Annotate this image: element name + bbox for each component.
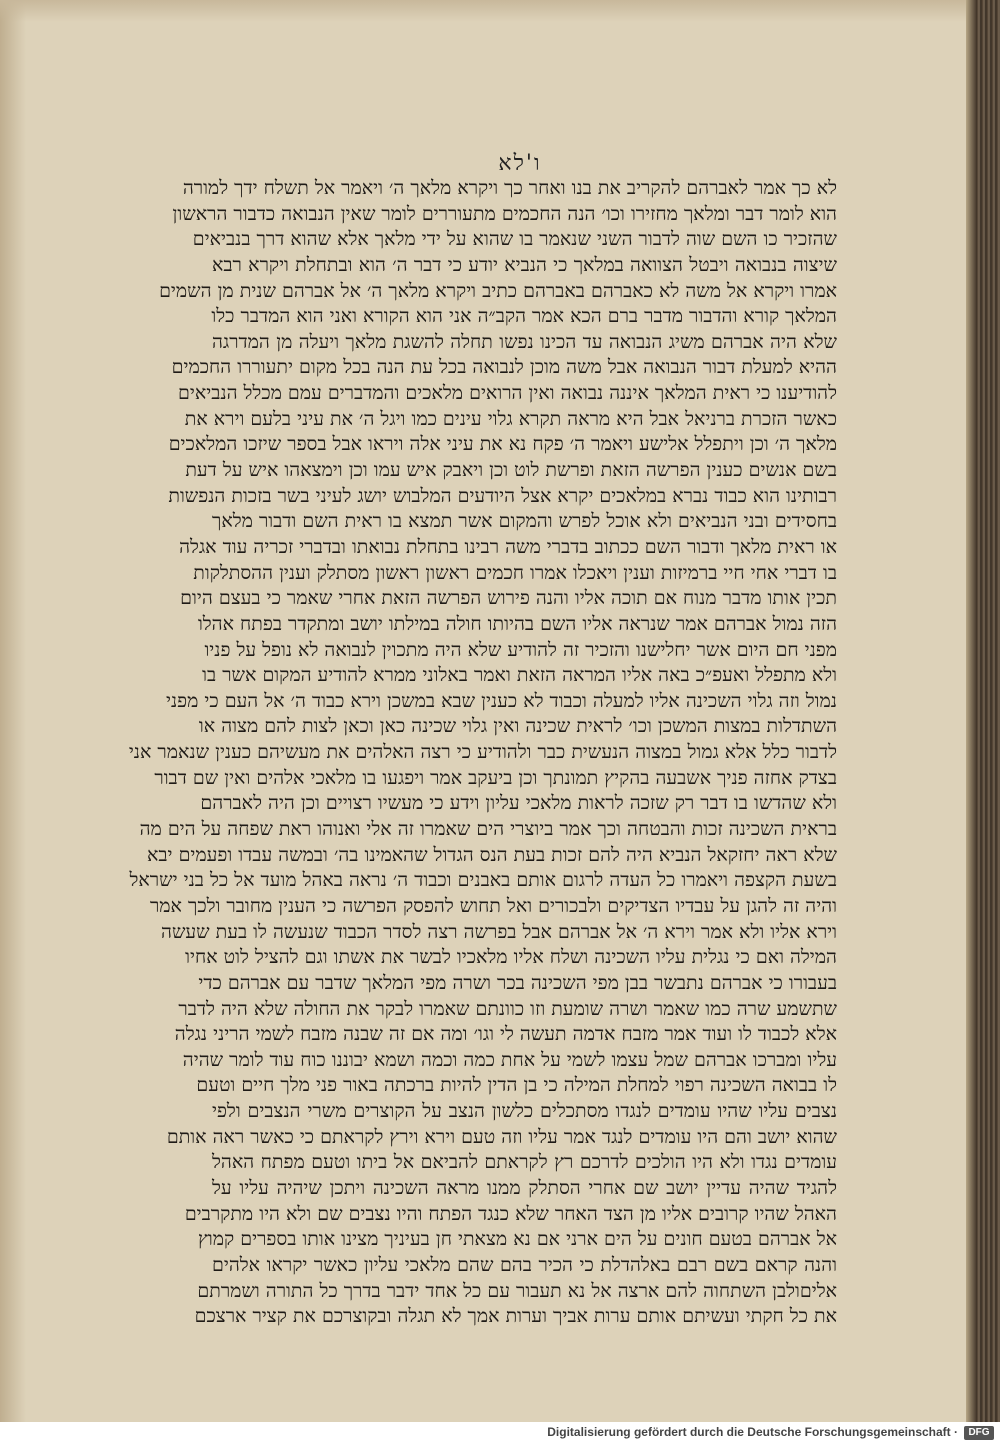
text-line: השתדלות במצות המשכן וכו׳ לראית שכינה ואין גלוי שכינה כאן וכאן לצות להם מצוה או	[198, 715, 837, 738]
text-line: ולא מתפלל ואעפ״כ באה אליו המראה הזאת ואמר באלוני ממרא להודיע המקום אשר בו	[202, 664, 837, 687]
folio-number: ו'לא	[498, 151, 542, 176]
text-line: רבותינו הוא כבוד נברא במלאכים יקרא אצל היודעים המלבוש יושג לעיני בשר בזכות הנפשות	[168, 484, 837, 507]
text-line: ההיא למעלת דבור הנבואה אבל משה מוכן לנבואה בכל עת הנה בכל מקום יתעוררו החכמים	[171, 356, 837, 379]
text-line: המילה ואם כי נגלית עליו השכינה ושלח אליו מלאכיו לבשר את אשתו וגם להציל לוט אחיו	[185, 946, 837, 969]
text-line: בראית השכינה זכות והבטחה וכך אמר ביוצרי הים שאמרו זה אלי ואנוהו ראת שפחה על הים מה	[139, 818, 837, 841]
text-line: עליו ומברכו אברהם שמל עצמו לשמי על אחת כמה וכמה ושמא יבוננו כוח עוד לומר שהיה	[182, 1048, 837, 1071]
text-line: אל אברהם בטעם חונים על הים ארני אם נא מצאתי חן בעיניך מצינו אותו בספרים קמוץ	[198, 1228, 837, 1251]
text-line: בו דברי אחי חיי ברמיזות וענין ויאכלו אמרו חכמים ראשון ראשון מסתלק וענין ההסתלקות	[193, 561, 837, 584]
text-line: אלא לכבוד לו ועוד אמר מזבח אדמה תעשה לי וגו׳ ומה אם זה שבנה מזבח לשמי הריני נגלה	[174, 1023, 837, 1046]
text-line: האהל שהיו קרובים אליו מן הצד האחר שלא כנגד הפתח והיו נצבים שם ולא היו מתקרבים	[184, 1202, 837, 1225]
book-page-edges	[966, 0, 1000, 1422]
text-line: שתשמע שרה כמו שאמר ושרה שומעת וזו כוונתם שאמרו לבקר את החולה שלא היה לדבר	[178, 997, 837, 1020]
text-line: או ראית מלאך ודבור השם ככתוב בדברי משה רבינו בתחלת נבואתו ובדברי זכריה עוד אגלה	[179, 535, 837, 558]
text-line: שיצוה בנבואה ויבטל הצוואה במלאך כי הנביא יודע כי דבר ה׳ הוא ובתחלת ויקרא רבא	[212, 253, 837, 276]
text-line: את כל חקתי ועשיתם אותם ערות אביך וערות אמך לא תגלה ובקוצרכם את קציר ארצכם	[194, 1305, 837, 1328]
text-line: ולא שהדשו בו דבר רק שזכה לראות מלאכי עליון וידע כי מעשיו רצויים וכן היה לאברהם	[200, 792, 837, 815]
page-gutter-shadow	[0, 0, 26, 1422]
text-line: לא כך אמר לאברהם להקריב את בנו ואחר כך ויקרא מלאך ה׳ ויאמר אל תשלח ידך למורה	[182, 177, 837, 199]
footer-credit: Digitalisierung gefördert durch die Deutsche Forschungsgemeinschaft ·	[547, 1425, 958, 1439]
text-line: וירא אליו ולא אמר וירא ה׳ אל אברהם אבל בפרשה רצה לסדר הכבוד שנעשה לו בעת שעשה	[161, 920, 837, 943]
text-line: אליםולבן השתחוה להם ארצה אל נא תעבור עם כל אחד ידבר בדרך כל התורה ושמרתם	[197, 1279, 837, 1302]
footer-band	[0, 1422, 1000, 1444]
page-top-shadow	[0, 0, 966, 22]
text-line: שלא ראה יחזקאל הנביא היה להם זכות בעת הנס הגדול שהאמינו בה׳ ובמשה עבדו ופעמים יבא	[147, 843, 837, 866]
text-line: להודיענו כי ראית המלאך איננה נבואה ואין הרואים מלאכים והמדברים עמם מכלל הנביאים	[178, 382, 837, 405]
text-line: בשעת הקצפה ויאמרו כל העדה לרגום אותם באבנים וכבוד ה׳ נראה באהל מועד אל כל בני ישראל	[129, 869, 837, 892]
text-line: שלא היה אברהם משיג הנבואה עד הכינו נפשו תחלה להשגת מלאך ויעלה מן המדרגה	[212, 330, 837, 353]
text-line: כאשר הזכרת ברניאל אבל היא מראה תקרא גלוי עינים כמו ויגל ה׳ את עיני בלעם וירא את	[184, 407, 837, 430]
text-line: מלאך ה׳ וכן ויתפלל אלישע ויאמר ה׳ פקח נא את עיני אלה ויראו אבל בספר שיזכו המלאכים	[168, 433, 837, 456]
text-line: נמול וזה גלוי השכינה אליו למעלה וכבוד לא כענין שבא במשכן וירא כבוד ה׳ אל העם כי מפני	[165, 689, 837, 712]
text-line: בצדק אחזה פניך אשבעה בהקיץ תמונתך וכן ביעקב אמר ויפגעו בו מלאכי אלהים ואין שם דבור	[154, 766, 837, 789]
text-line: שהוא יושב והם היו עומדים לנגד אמר עליו וזה טעם וירא וירץ לקראתם כי כאשר ראה אותם	[166, 1125, 837, 1148]
text-line: המלאך קורא והדבור מדבר ברם הכא אמר הקב״ה אני הוא הקורא ואני הוא המדבר כלו	[211, 305, 837, 328]
text-line: הזה נמול אברהם אמר שנראה אליו השם בהיותו חולה במילתו יושב ומתקדר בפתח אהלו	[197, 612, 837, 635]
text-line: לדבור כלל אלא גמול במצוה הנעשית כבר ולהודיע כי רצה האלהים את מעשיהם כענין שנאמר אני	[128, 741, 837, 764]
text-line: להגיד שהיה עדיין יושב שם אחרי הסתלק ממנו מראה השכינה ויתכן שיהיה עליו על	[212, 1176, 837, 1199]
text-line: שהזכיר כו השם שוה לדבור השני שנאמר בו שהוא על ידי מלאך אלא שהוא דרך בנביאים	[192, 228, 837, 251]
text-line: נצבים עליו שהיו עומדים לנגדו מסתכלים כלשון הנצב על הקוצרים משרי הנצבים ולפי	[212, 1100, 837, 1123]
text-line: תכין אותו מדבר מנוח אם תוכה אליו והנה פירוש הפרשה הזאת אחרי שאמר כי בעצם היום	[180, 587, 837, 610]
dfg-logo: DFG	[964, 1426, 994, 1440]
text-block	[128, 176, 837, 1328]
text-line: עומדים נגדו ולא היו הולכים לדרכם רץ לקראתם להביאם אל ביתו וטעם מפתח האהל	[212, 1151, 837, 1174]
text-line: לו בבואה השכינה רפוי למחלת המילה כי בן הדין להיות ברכתה באור פני מלך חיים וטעם	[196, 1074, 837, 1097]
text-line: והיה זה להגן על עבדיו הצדיקים ולבכורים ואל תחוש להפסק הפרשה כי הענין מחובר ולכך אמר	[149, 894, 837, 917]
text-line: הוא לומר דבר ומלאך מחזירו וכו׳ הנה החכמים מתעוררים לומר שאין הנבואה כדבור הראשון	[172, 202, 837, 225]
text-line: והנה קראם בשם רבם באלהדלת כי הכיר בהם שהם מלאכי עליון כאשר יקראו אלהים	[212, 1253, 837, 1276]
text-line: בשם אנשים כענין הפרשה הזאת ופרשת לוט וכן ויאבק איש עמו וכן וימצאהו איש על דעת	[185, 459, 837, 482]
text-line: אמרו ויקרא אל משה לא כאברהם באברהם כתיב ויקרא מלאך ה׳ אל אברהם שנית מן השמים	[159, 279, 837, 302]
text-line: בעבורו כי אברהם נתבשר בבן מפי השכינה בכר ושרה מפי המלאך שדבר עם אברהם כדי	[198, 971, 837, 994]
text-line: בחסידים ובני הנביאים ולא אוכל לפרש והמקום אשר תמצא בו ראית השם ודבור מלאך	[212, 510, 837, 533]
text-line: מפני חם היום אשר יחלישנו והזכיר זה להודיע שלא היה מתכוין לנבואה לא נופל על פניו	[204, 638, 837, 661]
